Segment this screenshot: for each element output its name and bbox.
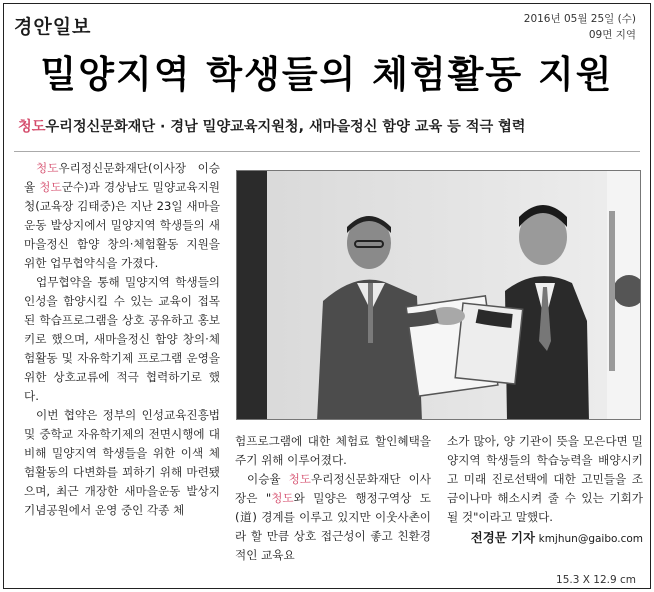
- reporter-email: kmjhun@gaibo.com: [538, 533, 643, 545]
- accent-text: 청도: [271, 491, 294, 505]
- newspaper-name: 경안일보: [14, 16, 92, 38]
- subheadline-text: 우리정신문화재단 · 경남 밀양교육지원청, 새마을정신 함양 교육 등 적극 협력: [45, 119, 526, 135]
- photo-illustration: [237, 171, 641, 420]
- article-column-right: [447, 432, 643, 549]
- accent-text: 청도: [288, 472, 311, 486]
- publication-date: 2016년 05월 25일 (수): [523, 13, 636, 25]
- paragraph-text: 우리정신문화재단 이사장은 ": [235, 472, 431, 505]
- clipping-size: 15.3 X 12.9 cm: [556, 574, 636, 586]
- headline: 밀양지역 학생들의 체험활동 지원: [40, 52, 614, 96]
- divider: [14, 151, 640, 152]
- byline-row: [447, 528, 643, 549]
- newspaper-clipping: [3, 3, 651, 589]
- paragraph-3: 이번 협약은 정부의 인성교육진흥법 및 중학교 자유학기제의 전면시행에 대비해 밀양지역 학생들을 위한 이색 체험활동의 다변화를 꾀하기 위해 마련됐으며, 최근 개장한 새마을운동 발상지 기념공원에서 운영 중인 각종 체: [24, 408, 220, 517]
- paragraph-4: 험프로그램에 대한 체험료 할인혜택을 주기 위해 이루어졌다.: [235, 434, 431, 467]
- paragraph-1: [24, 159, 220, 273]
- paragraph-text: 우리정신문화재단(이사장 이승율: [24, 161, 220, 194]
- paragraph-6: 소가 많아, 양 기관이 뜻을 모은다면 밀양지역 학생들의 학습능력을 배양시키고 미래 진로선택에 대한 고민들을 조금이나마 해소시켜 줄 수 있는 기회가 될 것"이라고 말했다.: [447, 434, 643, 524]
- paragraph-5: [235, 470, 431, 565]
- paragraph-text: 와 밀양은 행정구역상 도(道) 경계를 이루고 있지만 이웃사촌이라 할 만큼 상호 접근성이 좋고 친환경적인 교육요: [235, 491, 431, 562]
- accent-text: 청도: [36, 161, 59, 175]
- article-column-left: [24, 159, 220, 520]
- paragraph-text: 이승율: [247, 472, 289, 486]
- article-column-middle: [235, 432, 431, 565]
- subheadline: [18, 116, 526, 136]
- paragraph-2: 업무협약을 통해 밀양지역 학생들의 인성을 함양시킬 수 있는 교육이 접목된 학습프로그램을 상호 공유하고 홍보키로 했으며, 새마을정신 함양 창의·체험활동 및 자유학기제 프로그램 운영을 위한 상호교류에 적극 협력하기로 했다.: [24, 275, 220, 403]
- accent-text: 청도: [39, 180, 62, 194]
- byline: 전경문 기자: [470, 530, 535, 545]
- subheadline-accent: 청도: [18, 119, 46, 135]
- article-photo: [236, 170, 641, 420]
- page-section: 09면 지역: [588, 29, 636, 41]
- paragraph-text: 군수)과 경상남도 밀양교육지원청(교육장 김태중)은 지난 23일 새마을운동 발상지에서 밀양지역 학생들의 새마을정신 함양 창의·체험활동 지원을 위한 업무협약식을 가졌다.: [24, 180, 220, 270]
